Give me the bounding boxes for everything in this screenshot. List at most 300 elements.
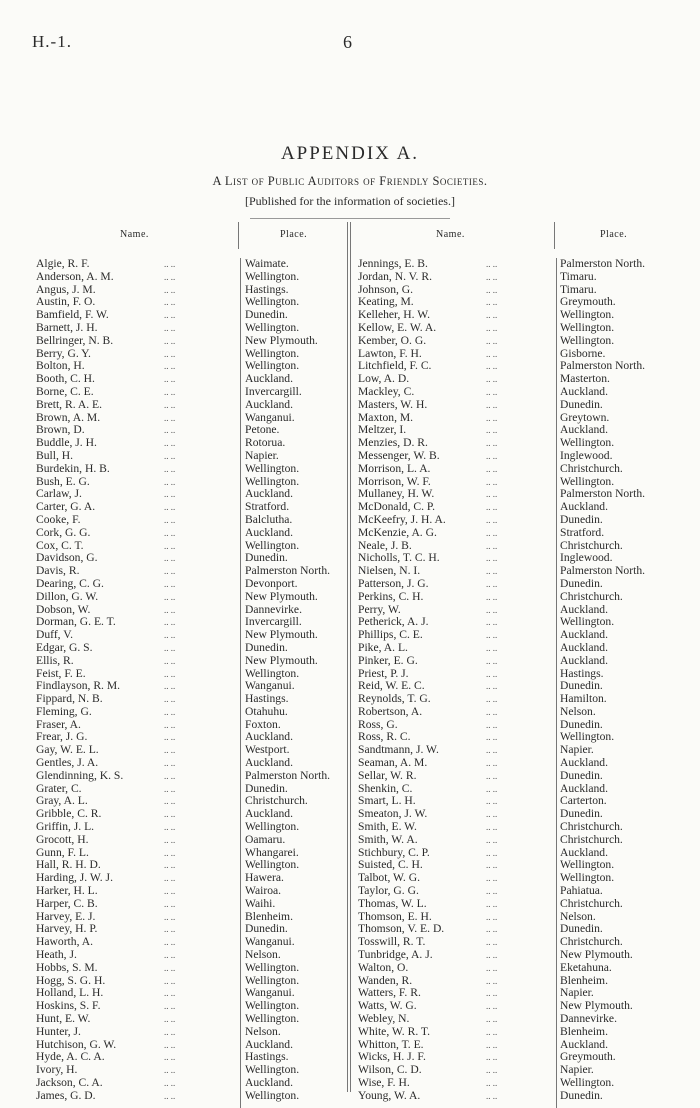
leader-dots: .. ..: [164, 783, 176, 794]
leader-dots: .. ..: [164, 796, 176, 807]
auditor-name: Lawton, F. H.: [358, 346, 422, 360]
auditor-name: McKenzie, A. G.: [358, 525, 437, 539]
leader-dots: .. ..: [164, 374, 176, 385]
page-subtitle: A List of Public Auditors of Friendly Societies.: [212, 174, 488, 188]
place-cell: Timaru.: [560, 269, 597, 283]
auditor-name: James, G. D.: [36, 1088, 96, 1102]
place-cell: Dunedin.: [245, 781, 288, 795]
place-cell: Wellington.: [560, 1076, 615, 1089]
auditor-name: Wise, F. H.: [358, 1076, 410, 1089]
place-cell: Napier.: [560, 1063, 594, 1077]
auditor-name: Hoskins, S. F.: [36, 999, 101, 1013]
auditor-name: Barnett, J. H.: [36, 320, 98, 334]
auditor-name: Suisted, C. H.: [358, 858, 423, 872]
place-cell: Masterton.: [560, 372, 610, 386]
left-place-header: Place.: [280, 229, 308, 240]
auditor-name: Harker, H. L.: [36, 884, 98, 898]
auditor-name: Mullaney, H. W.: [358, 487, 435, 501]
leader-dots: .. ..: [164, 502, 176, 513]
place-cell: Inglewood.: [560, 551, 613, 565]
leader-dots: .. ..: [486, 527, 498, 538]
leader-dots: .. ..: [164, 1052, 176, 1063]
place-cell: Napier.: [245, 448, 279, 462]
leader-dots: .. ..: [164, 975, 176, 986]
auditor-name: Maxton, M.: [358, 410, 414, 424]
auditor-name: Watts, W. G.: [358, 999, 417, 1013]
auditor-name: Wicks, H. J. F.: [358, 1050, 426, 1064]
header-rule: [250, 218, 450, 219]
right-name-header: Name.: [436, 229, 465, 240]
place-cell: Napier.: [560, 986, 594, 1000]
document-reference: H.-1.: [32, 32, 72, 51]
leader-dots: .. ..: [486, 706, 498, 717]
auditor-name: Bush, E. G.: [36, 474, 90, 488]
leader-dots: .. ..: [164, 1090, 176, 1101]
auditor-name: Algie, R. F.: [36, 257, 90, 270]
auditor-name: Kember, O. G.: [358, 333, 427, 347]
leader-dots: .. ..: [164, 412, 176, 423]
leader-dots: .. ..: [486, 860, 498, 871]
place-cell: Wellington.: [245, 295, 300, 309]
auditor-name: Brown, D.: [36, 423, 85, 437]
auditor-name: Hunt, E. W.: [36, 1012, 91, 1026]
auditor-name: Holland, L. H.: [36, 986, 104, 1000]
place-cell: Dunedin.: [560, 397, 603, 411]
leader-dots: .. ..: [164, 937, 176, 948]
auditor-name: Shenkin, C.: [358, 781, 413, 795]
auditor-name: Tunbridge, A. J.: [358, 948, 433, 962]
place-cell: Whangarei.: [245, 845, 299, 859]
auditor-name: Fippard, N. B.: [36, 692, 103, 706]
auditor-name: Griffin, J. L.: [36, 820, 95, 834]
auditor-name: Feist, F. E.: [36, 666, 86, 680]
place-cell: Dunedin.: [560, 717, 603, 731]
leader-dots: .. ..: [486, 745, 498, 756]
leader-dots: .. ..: [486, 399, 498, 410]
place-cell: Wellington.: [560, 474, 615, 488]
place-cell: Wairoa.: [245, 884, 282, 898]
place-cell: Dunedin.: [560, 576, 603, 590]
place-cell: Hastings.: [245, 692, 289, 706]
place-cell: Hastings.: [560, 666, 604, 680]
place-cell: Auckland.: [560, 640, 608, 654]
leader-dots: .. ..: [486, 1014, 498, 1025]
auditor-name: Bellringer, N. B.: [36, 333, 114, 347]
auditor-name: Gay, W. E. L.: [36, 743, 99, 757]
place-cell: New Plymouth.: [560, 948, 633, 962]
place-cell: Waimate.: [245, 257, 289, 270]
place-cell: Waihi.: [245, 896, 276, 910]
place-cell: Dunedin.: [560, 807, 603, 821]
place-cell: Wellington.: [245, 973, 300, 987]
place-cell: Wellington.: [245, 538, 300, 552]
leader-dots: .. ..: [486, 412, 498, 423]
leader-dots: .. ..: [486, 310, 498, 321]
auditor-name: Sandtmann, J. W.: [358, 743, 439, 757]
place-cell: Greymouth.: [560, 1050, 616, 1064]
leader-dots: .. ..: [164, 1026, 176, 1037]
place-cell: Stratford.: [245, 500, 290, 514]
place-cell: Hamilton.: [560, 692, 607, 706]
auditor-name: Hunter, J.: [36, 1024, 81, 1038]
leader-dots: .. ..: [486, 1090, 498, 1101]
place-cell: Greymouth.: [560, 295, 616, 309]
auditor-name: Hobbs, S. M.: [36, 960, 98, 974]
leader-dots: .. ..: [164, 681, 176, 692]
auditor-name: Jordan, N. V. R.: [358, 269, 432, 283]
leader-dots: .. ..: [486, 1052, 498, 1063]
place-cell: Auckland.: [245, 487, 293, 501]
auditor-name: Ivory, H.: [36, 1063, 78, 1077]
table-row: [36, 1090, 236, 1103]
auditor-name: Gentles, J. A.: [36, 756, 99, 770]
leader-dots: .. ..: [164, 1014, 176, 1025]
place-cell: Nelson.: [245, 948, 281, 962]
auditor-name: Bamfield, F. W.: [36, 308, 109, 322]
place-cell: Palmerston North.: [560, 257, 646, 270]
leader-dots: .. ..: [164, 847, 176, 858]
place-cell: Christchurch.: [560, 461, 623, 475]
auditor-name: Seaman, A. M.: [358, 756, 428, 770]
leader-dots: .. ..: [164, 1001, 176, 1012]
auditor-name: Wanden, R.: [358, 973, 413, 987]
leader-dots: .. ..: [486, 374, 498, 385]
auditor-name: Mackley, C.: [358, 384, 415, 398]
leader-dots: .. ..: [486, 962, 498, 973]
place-cell: Auckland.: [560, 756, 608, 770]
place-cell: Dunedin.: [560, 679, 603, 693]
leader-dots: .. ..: [486, 924, 498, 935]
leader-dots: .. ..: [486, 425, 498, 436]
auditor-name: Masters, W. H.: [358, 397, 428, 411]
leader-dots: .. ..: [486, 1065, 498, 1076]
place-cell: Palmerston North.: [245, 768, 331, 782]
place-cell: Dunedin.: [245, 922, 288, 936]
auditor-name: Talbot, W. G.: [358, 871, 420, 885]
leader-dots: .. ..: [486, 386, 498, 397]
leader-dots: .. ..: [486, 540, 498, 551]
place-cell: Balclutha.: [245, 512, 293, 526]
leader-dots: .. ..: [164, 809, 176, 820]
place-cell: Auckland.: [560, 384, 608, 398]
auditor-name: Carlaw, J.: [36, 487, 82, 501]
leader-dots: .. ..: [164, 271, 176, 282]
leader-dots: .. ..: [486, 284, 498, 295]
auditor-name: Davidson, G.: [36, 551, 98, 565]
place-cell: New Plymouth.: [245, 628, 318, 642]
auditor-name: Taylor, G. G.: [358, 884, 419, 898]
auditor-name: Smith, W. A.: [358, 832, 418, 846]
place-cell: Eketahuna.: [560, 960, 612, 974]
leader-dots: .. ..: [164, 259, 176, 269]
auditor-name: McDonald, C. P.: [358, 500, 435, 514]
place-cell: Christchurch.: [560, 589, 623, 603]
leader-dots: .. ..: [486, 898, 498, 909]
leader-dots: .. ..: [164, 463, 176, 474]
leader-dots: .. ..: [486, 681, 498, 692]
leader-dots: .. ..: [164, 1078, 176, 1088]
place-cell: Nelson.: [560, 909, 596, 923]
auditor-name: Wilson, C. D.: [358, 1063, 422, 1077]
auditor-name: Booth, C. H.: [36, 372, 95, 386]
place-cell: Blenheim.: [245, 909, 293, 923]
auditor-name: Dobson, W.: [36, 602, 91, 616]
leader-dots: .. ..: [486, 796, 498, 807]
place-cell: Auckland.: [245, 730, 293, 744]
place-cell: Hastings.: [245, 282, 289, 296]
leader-dots: .. ..: [486, 476, 498, 487]
place-cell: Wanganui.: [245, 935, 295, 949]
right-place-column: [560, 258, 695, 1103]
auditor-name: Gunn, F. L.: [36, 845, 89, 859]
place-cell: Timaru.: [560, 282, 597, 296]
auditor-name: Nicholls, T. C. H.: [358, 551, 440, 565]
leader-dots: .. ..: [164, 1065, 176, 1076]
leader-dots: .. ..: [486, 950, 498, 961]
place-cell: Palmerston North.: [245, 564, 331, 578]
auditor-name: Jackson, C. A.: [36, 1076, 103, 1089]
auditor-name: Dorman, G. E. T.: [36, 615, 116, 629]
auditor-name: Bull, H.: [36, 448, 74, 462]
auditor-name: Ross, G.: [358, 717, 398, 731]
leader-dots: .. ..: [486, 271, 498, 282]
leader-dots: .. ..: [486, 988, 498, 999]
place-cell: Auckland.: [560, 1037, 608, 1051]
auditor-name: Pike, A. L.: [358, 640, 408, 654]
leader-dots: .. ..: [164, 950, 176, 961]
place-cell: Wellington.: [245, 346, 300, 360]
leader-dots: .. ..: [164, 489, 176, 500]
place-cell: Auckland.: [560, 423, 608, 437]
place-cell: Dunedin.: [245, 640, 288, 654]
place-cell: Stratford.: [560, 525, 605, 539]
place-cell: Auckland.: [560, 628, 608, 642]
place-cell: Otahuhu.: [245, 704, 288, 718]
auditor-name: Duff, V.: [36, 628, 74, 642]
leader-dots: .. ..: [164, 540, 176, 551]
leader-dots: .. ..: [486, 758, 498, 769]
place-cell: Palmerston North.: [560, 564, 646, 578]
leader-dots: .. ..: [486, 322, 498, 333]
auditor-name: Ellis, R.: [36, 653, 74, 667]
place-cell: New Plymouth.: [560, 999, 633, 1013]
place-cell: Dunedin.: [245, 551, 288, 565]
auditor-name: Hall, R. H. D.: [36, 858, 101, 872]
column-divider: [238, 222, 239, 249]
place-cell: New Plymouth.: [245, 653, 318, 667]
leader-dots: .. ..: [164, 450, 176, 461]
leader-dots: .. ..: [164, 988, 176, 999]
place-cell: Wellington.: [245, 320, 300, 334]
leader-dots: .. ..: [486, 1039, 498, 1050]
auditor-name: Perry, W.: [358, 602, 401, 616]
place-cell: Christchurch.: [560, 935, 623, 949]
auditor-name: Gray, A. L.: [36, 794, 88, 808]
auditor-name: Grocott, H.: [36, 832, 89, 846]
leader-dots: .. ..: [164, 834, 176, 845]
leader-dots: .. ..: [486, 604, 498, 615]
auditor-name: Robertson, A.: [358, 704, 423, 718]
leader-dots: .. ..: [164, 706, 176, 717]
leader-dots: .. ..: [164, 630, 176, 641]
leader-dots: .. ..: [486, 259, 498, 269]
auditor-name: Borne, C. E.: [36, 384, 94, 398]
place-cell: Gisborne.: [560, 346, 606, 360]
auditor-name: Heath, J.: [36, 948, 77, 962]
place-cell: Petone.: [245, 423, 280, 437]
right-place-header: Place.: [600, 229, 628, 240]
place-cell: Blenheim.: [560, 1024, 608, 1038]
place-cell: Dunedin.: [245, 308, 288, 322]
place-cell: Rotorua.: [245, 436, 286, 450]
column-divider: [350, 222, 351, 1092]
auditor-name: Brown, A. M.: [36, 410, 101, 424]
auditor-name: Messenger, W. B.: [358, 448, 440, 462]
column-divider: [556, 258, 557, 1108]
leader-dots: .. ..: [164, 860, 176, 871]
place-cell: Auckland.: [245, 807, 293, 821]
auditor-name: Fleming, G.: [36, 704, 92, 718]
leader-dots: .. ..: [164, 591, 176, 602]
place-cell: Wellington.: [560, 858, 615, 872]
auditor-name: Bolton, H.: [36, 359, 85, 373]
place-cell: Christchurch.: [560, 832, 623, 846]
auditor-name: Edgar, G. S.: [36, 640, 93, 654]
place-cell: Wellington.: [245, 960, 300, 974]
leader-dots: .. ..: [164, 361, 176, 372]
auditor-name: Grater, C.: [36, 781, 82, 795]
auditor-name: Menzies, D. R.: [358, 436, 428, 450]
auditor-name: Priest, P. J.: [358, 666, 409, 680]
auditor-name: Smart, L. H.: [358, 794, 416, 808]
place-cell: Wellington.: [560, 730, 615, 744]
place-cell: Wanganui.: [245, 410, 295, 424]
place-cell: New Plymouth.: [245, 589, 318, 603]
auditor-name: Hyde, A. C. A.: [36, 1050, 105, 1064]
place-cell: New Plymouth.: [245, 333, 318, 347]
auditor-name: Findlayson, R. M.: [36, 679, 121, 693]
place-cell: Palmerston North.: [560, 359, 646, 373]
leader-dots: .. ..: [164, 386, 176, 397]
leader-dots: .. ..: [164, 322, 176, 333]
auditor-name: Buddle, J. H.: [36, 436, 97, 450]
place-cell: Christchurch.: [245, 794, 308, 808]
leader-dots: .. ..: [164, 527, 176, 538]
place-cell: Auckland.: [245, 756, 293, 770]
place-cell: Hawera.: [245, 871, 284, 885]
place-cell: Dannevirke.: [245, 602, 302, 616]
leader-dots: .. ..: [164, 425, 176, 436]
place-cell: Auckland.: [560, 845, 608, 859]
left-place-column: [245, 258, 350, 1103]
leader-dots: .. ..: [164, 886, 176, 897]
place-cell: Auckland.: [245, 1076, 293, 1089]
auditor-name: Johnson, G.: [358, 282, 414, 296]
auditor-name: Patterson, J. G.: [358, 576, 429, 590]
publication-note: [Published for the information of societies.]: [245, 194, 455, 208]
leader-dots: .. ..: [486, 514, 498, 525]
place-cell: Wellington.: [560, 615, 615, 629]
leader-dots: .. ..: [164, 719, 176, 730]
place-cell: Wellington.: [245, 820, 300, 834]
auditor-name: Hutchison, G. W.: [36, 1037, 117, 1051]
leader-dots: .. ..: [164, 476, 176, 487]
leader-dots: .. ..: [164, 617, 176, 628]
leader-dots: .. ..: [486, 1026, 498, 1037]
place-cell: Pahiatua.: [560, 884, 603, 898]
auditor-name: Sellar, W. R.: [358, 768, 417, 782]
auditor-name: Litchfield, F. C.: [358, 359, 432, 373]
auditor-name: Morrison, W. F.: [358, 474, 431, 488]
place-cell: Wellington.: [245, 1088, 300, 1102]
auditor-name: Neale, J. B.: [358, 538, 412, 552]
auditor-name: Thomson, E. H.: [358, 909, 432, 923]
auditor-name: Burdekin, H. B.: [36, 461, 110, 475]
place-cell: Auckland.: [560, 500, 608, 514]
leader-dots: .. ..: [164, 438, 176, 449]
leader-dots: .. ..: [486, 630, 498, 641]
leader-dots: .. ..: [164, 1039, 176, 1050]
leader-dots: .. ..: [486, 822, 498, 833]
auditor-name: Webley, N.: [358, 1012, 410, 1026]
leader-dots: .. ..: [164, 924, 176, 935]
leader-dots: .. ..: [164, 732, 176, 743]
place-cell: Carterton.: [560, 794, 607, 808]
place-cell: Inglewood.: [560, 448, 613, 462]
auditor-name: Pinker, E. G.: [358, 653, 418, 667]
place-cell: Dannevirke.: [560, 1012, 617, 1026]
leader-dots: .. ..: [486, 348, 498, 359]
leader-dots: .. ..: [164, 694, 176, 705]
leader-dots: .. ..: [486, 489, 498, 500]
auditor-name: Meltzer, I.: [358, 423, 407, 437]
place-cell: Wellington.: [245, 858, 300, 872]
place-cell: Wellington.: [245, 1012, 300, 1026]
page-title: APPENDIX A.: [280, 143, 420, 164]
leader-dots: .. ..: [486, 770, 498, 781]
right-name-column: [358, 258, 553, 1103]
leader-dots: .. ..: [486, 975, 498, 986]
auditor-name: Glendinning, K. S.: [36, 768, 124, 782]
place-cell: Hastings.: [245, 1050, 289, 1064]
auditor-name: Harper, C. B.: [36, 896, 98, 910]
leader-dots: .. ..: [164, 514, 176, 525]
leader-dots: .. ..: [164, 642, 176, 653]
auditor-name: Angus, J. M.: [36, 282, 96, 296]
leader-dots: .. ..: [164, 297, 176, 308]
leader-dots: .. ..: [486, 591, 498, 602]
leader-dots: .. ..: [486, 847, 498, 858]
leader-dots: .. ..: [486, 719, 498, 730]
auditor-name: Austin, F. O.: [36, 295, 96, 309]
leader-dots: .. ..: [486, 566, 498, 577]
place-cell: Nelson.: [560, 704, 596, 718]
leader-dots: .. ..: [164, 898, 176, 909]
auditor-name: Petherick, A. J.: [358, 615, 429, 629]
leader-dots: .. ..: [486, 668, 498, 679]
leader-dots: .. ..: [164, 310, 176, 321]
auditor-name: Thomson, V. E. D.: [358, 922, 445, 936]
auditor-name: Reid, W. E. C.: [358, 679, 425, 693]
place-cell: Wellington.: [560, 333, 615, 347]
auditor-name: Berry, G. Y.: [36, 346, 91, 360]
place-cell: Christchurch.: [560, 820, 623, 834]
place-cell: Wellington.: [245, 461, 300, 475]
auditor-name: Tosswill, R. T.: [358, 935, 426, 949]
auditor-name: Jennings, E. B.: [358, 257, 428, 270]
leader-dots: .. ..: [164, 399, 176, 410]
auditor-name: Gribble, C. R.: [36, 807, 102, 821]
